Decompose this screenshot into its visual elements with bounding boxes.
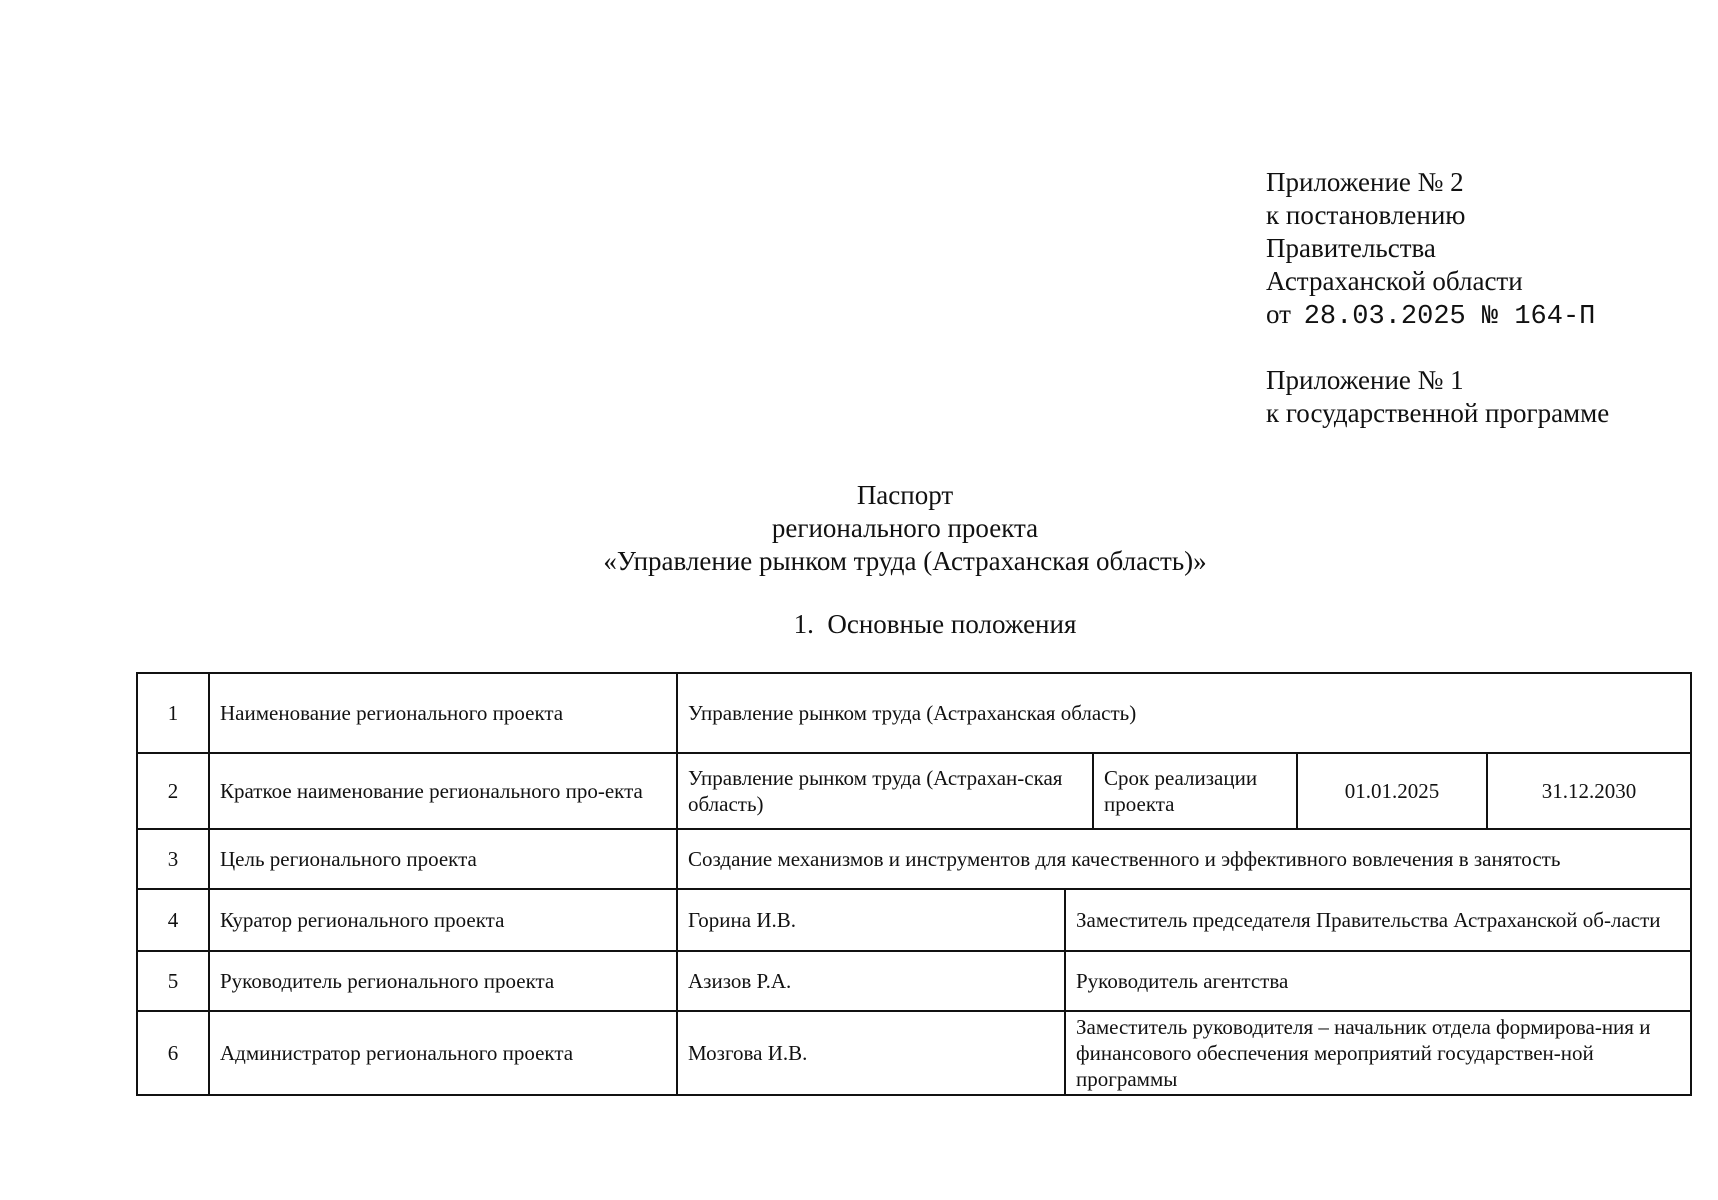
appendix-block <box>1266 166 1609 430</box>
row-value: Горина И.В. <box>677 889 1065 951</box>
appendix-line: Астраханской области <box>1266 266 1523 296</box>
term-label: Срок реализации проекта <box>1093 753 1297 829</box>
appendix-line: к государственной программе <box>1266 398 1610 428</box>
row-number: 6 <box>137 1011 209 1095</box>
end-date: 31.12.2030 <box>1487 753 1691 829</box>
appendix-line: Правительства <box>1266 233 1436 263</box>
row-number: 4 <box>137 889 209 951</box>
row-number: 3 <box>137 829 209 889</box>
row-position: Заместитель руководителя – начальник отдела формирова-ния и финансового обеспечения мероприятий государствен-ной программы <box>1065 1011 1691 1095</box>
row-value: Мозгова И.В. <box>677 1011 1065 1095</box>
appendix-line: к постановлению <box>1266 200 1466 230</box>
row-number: 2 <box>137 753 209 829</box>
passport-table <box>136 672 1692 1096</box>
start-date: 01.01.2025 <box>1297 753 1487 829</box>
row-label: Руководитель регионального проекта <box>209 951 677 1011</box>
row-label: Краткое наименование регионального про-екта <box>209 753 677 829</box>
row-number: 1 <box>137 673 209 753</box>
table-row <box>137 673 1691 753</box>
row-label: Наименование регионального проекта <box>209 673 677 753</box>
appendix-line: Приложение № 2 <box>1266 167 1464 197</box>
section-number: 1. <box>793 609 814 639</box>
row-position: Заместитель председателя Правительства Астраханской об-ласти <box>1065 889 1691 951</box>
row-label: Куратор регионального проекта <box>209 889 677 951</box>
table-row <box>137 1011 1691 1095</box>
table-row <box>137 753 1691 829</box>
appendix-line: Приложение № 1 <box>1266 365 1464 395</box>
date-stamp: 28.03.2025 № 164-П <box>1303 302 1596 332</box>
appendix-date-line <box>1266 298 1609 334</box>
row-position: Руководитель агентства <box>1065 951 1691 1011</box>
row-number: 5 <box>137 951 209 1011</box>
title-line: Паспорт <box>856 480 954 510</box>
row-value: Управление рынком труда (Астраханская область) <box>677 673 1691 753</box>
row-value: Управление рынком труда (Астрахан-ская область) <box>677 753 1093 829</box>
table-row <box>137 889 1691 951</box>
section-heading <box>0 608 1718 641</box>
document-title <box>0 479 1718 578</box>
date-prefix: от <box>1266 299 1291 329</box>
row-value: Создание механизмов и инструментов для качественного и эффективного вовлечения в занятость <box>677 829 1691 889</box>
section-title: Основные положения <box>827 609 1077 639</box>
title-line: регионального проекта <box>771 513 1039 543</box>
table-row <box>137 829 1691 889</box>
title-line: «Управление рынком труда (Астраханская область)» <box>603 546 1207 576</box>
row-value: Азизов Р.А. <box>677 951 1065 1011</box>
row-label: Администратор регионального проекта <box>209 1011 677 1095</box>
table-row <box>137 951 1691 1011</box>
row-label: Цель регионального проекта <box>209 829 677 889</box>
